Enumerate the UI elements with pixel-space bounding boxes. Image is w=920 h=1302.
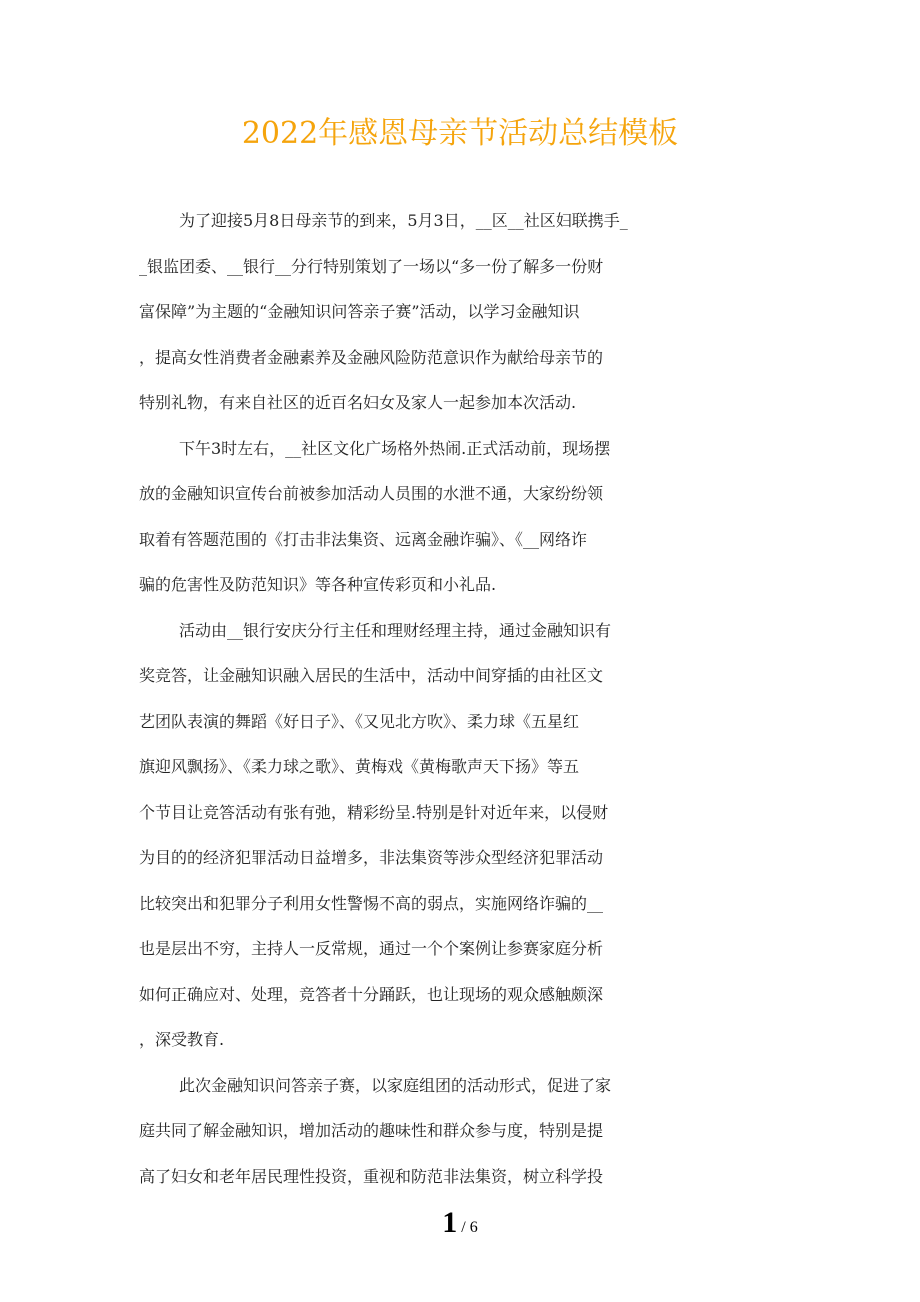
text-line: 艺团队表演的舞蹈《好日子》、《又见北方吹》、柔力球《五星红 [139, 711, 580, 731]
page-total: / 6 [461, 1219, 478, 1236]
text-line: 为目的的经济犯罪活动日益增多，非法集资等涉众型经济犯罪活动 [139, 848, 604, 867]
text-line: 此次金融知识问答亲子赛，以家庭组团的活动形式，促进了家 [179, 1075, 612, 1095]
paragraph-2 [139, 436, 779, 618]
text-line: 取着有答题范围的《打击非法集资、远离金融诈骗》、《__网络诈 [139, 529, 588, 549]
text-line: 庭共同了解金融知识，增加活动的趣味性和群众参与度，特别是提 [139, 1121, 604, 1140]
text-line: 放的金融知识宣传台前被参加活动人员围的水泄不通，大家纷纷领 [139, 484, 604, 503]
text-line: 为了迎接5月8日母亲节的到来，5月3日，__区__社区妇联携手_ [179, 211, 628, 230]
text-line: 旗迎风飘扬》、《柔力球之歌》、黄梅戏《黄梅歌声天下扬》等五 [139, 757, 580, 776]
text-line: 骗的危害性及防范知识》等各种宣传彩页和小礼品. [139, 575, 497, 594]
paragraph-4 [139, 1073, 779, 1210]
paragraph-3 [139, 618, 779, 1073]
text-line: _银监团委、__银行__分行特别策划了一场以“多一份了解多一份财 [139, 256, 604, 276]
text-line: ，提高女性消费者金融素养及金融风险防范意识作为献给母亲节的 [139, 347, 604, 367]
document-title: 2022年感恩母亲节活动总结模板 [241, 116, 679, 151]
text-line: 下午3时左右，__社区文化广场格外热闹.正式活动前，现场摆 [179, 438, 611, 458]
text-line: 如何正确应对、处理，竞答者十分踊跃，也让现场的观众感触颇深 [139, 984, 604, 1004]
text-line: 个节目让竞答活动有张有弛，精彩纷呈.特别是针对近年来，以侵财 [139, 802, 609, 822]
text-line: 特别礼物，有来自社区的近百名妇女及家人一起参加本次活动. [139, 393, 577, 412]
text-line: ，深受教育. [139, 1030, 225, 1049]
document-body [139, 208, 779, 1209]
page-footer [0, 1206, 920, 1240]
text-line: 奖竞答，让金融知识融入居民的生活中，活动中间穿插的由社区文 [139, 666, 604, 685]
page-number: 1 [442, 1206, 458, 1239]
text-line: 高了妇女和老年居民理性投资，重视和防范非法集资，树立科学投 [139, 1166, 604, 1186]
text-line: 富保障”为主题的“金融知识问答亲子赛”活动，以学习金融知识 [139, 302, 580, 321]
text-line: 也是层出不穷，主持人一反常规，通过一个个案例让参赛家庭分析 [139, 939, 604, 958]
text-line: 活动由__银行安庆分行主任和理财经理主持，通过金融知识有 [179, 620, 612, 640]
paragraph-1 [139, 208, 779, 436]
text-line: 比较突出和犯罪分子利用女性警惕不高的弱点，实施网络诈骗的__ [139, 893, 604, 913]
